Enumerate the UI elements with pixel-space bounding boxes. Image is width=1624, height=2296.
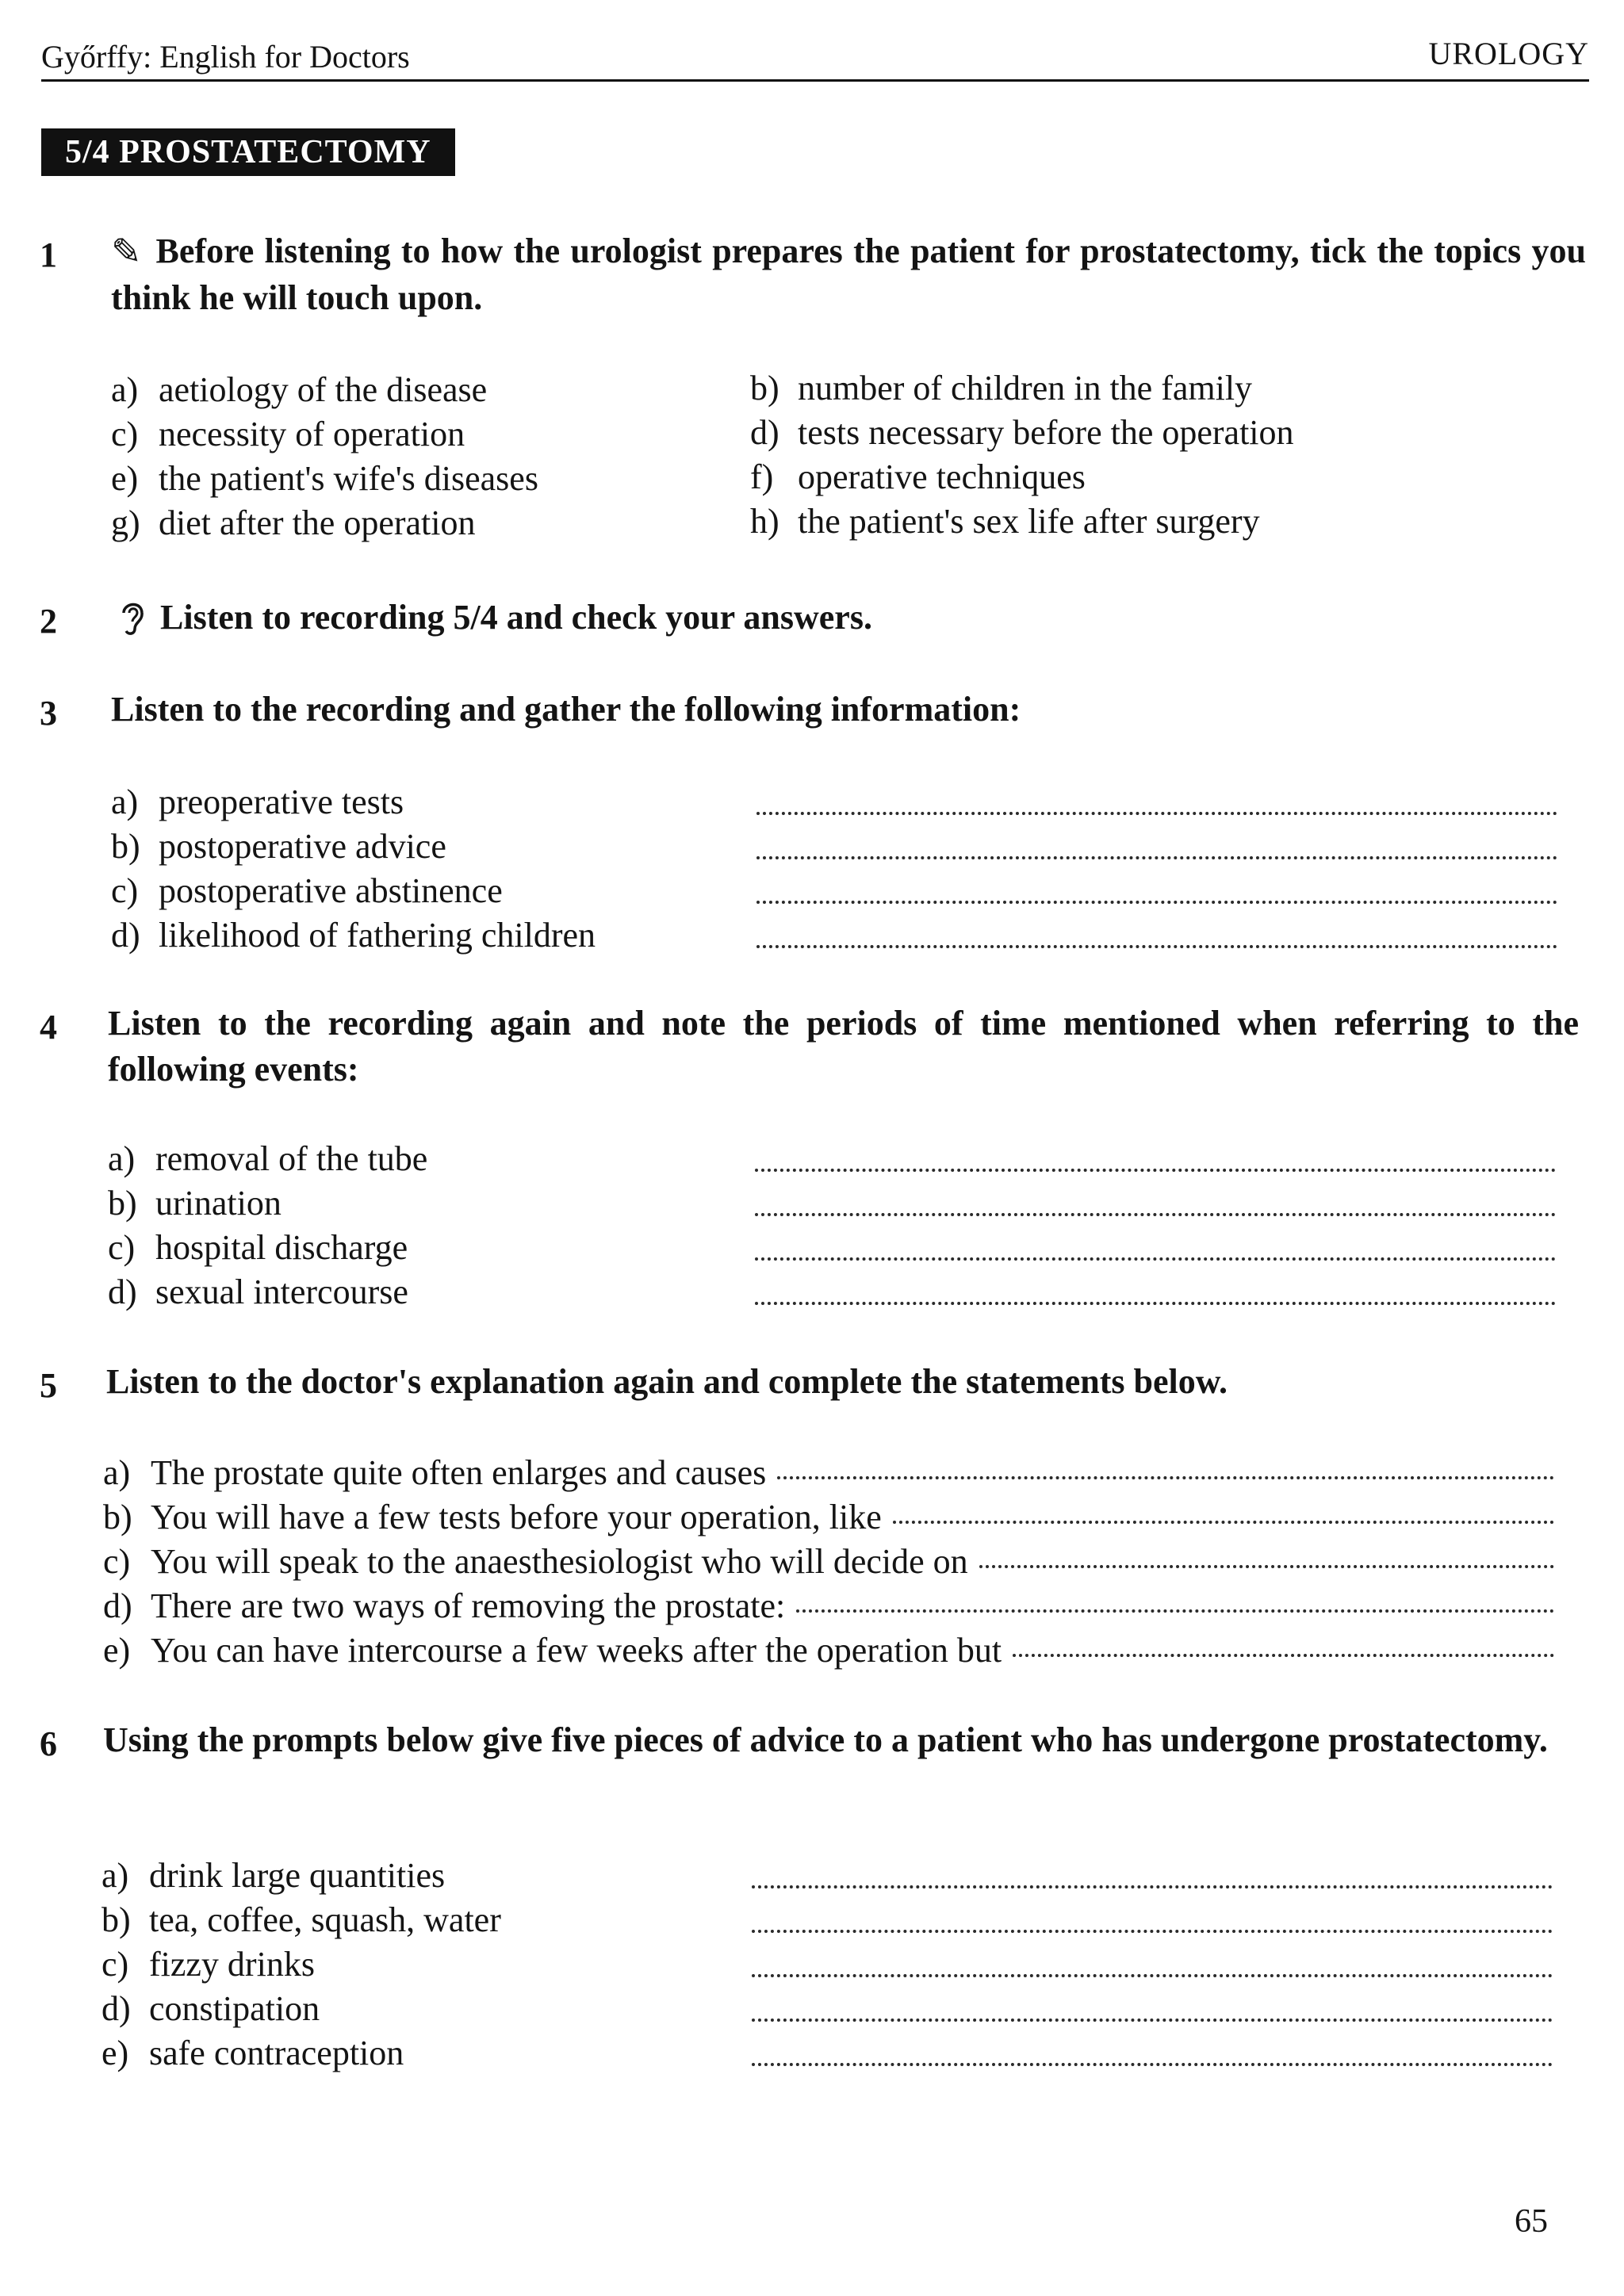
exercise-4-number: 4 <box>40 1008 57 1047</box>
item-letter: e) <box>103 1631 131 1670</box>
answer-line[interactable] <box>796 1609 1554 1613</box>
answer-line[interactable] <box>755 1302 1556 1305</box>
item-letter: d) <box>111 916 140 955</box>
answer-line[interactable] <box>755 1169 1556 1172</box>
ex5-item-a <box>103 1452 1554 1493</box>
ex4-item-c <box>108 1227 408 1268</box>
item-text: aetiology of the disease <box>159 370 488 409</box>
exercise-2-text: Listen to recording 5/4 and check your answers. <box>160 598 872 637</box>
item-text: drink large quantities <box>149 1856 446 1895</box>
exercise-5-number: 5 <box>40 1366 57 1405</box>
running-header-title: Győrffy: English for Doctors <box>41 39 410 75</box>
exercise-6-instruction: Using the prompts below give five pieces of advice to a patient who has undergone prostatectomy. <box>103 1720 1548 1759</box>
answer-line[interactable] <box>1013 1654 1554 1657</box>
item-text: fizzy drinks <box>149 1945 315 1984</box>
answer-line[interactable] <box>893 1521 1554 1524</box>
exercise-5-instruction: Listen to the doctor's explanation again and complete the statements below. <box>106 1362 1228 1401</box>
item-text: You will speak to the anaesthesiologist who will decide on <box>151 1542 968 1581</box>
item-text: likelihood of fathering children <box>159 916 596 955</box>
answer-line[interactable] <box>756 945 1557 948</box>
exercise-1-number: 1 <box>40 235 57 274</box>
item-letter: c) <box>111 415 139 453</box>
item-letter: d) <box>750 413 779 452</box>
answer-line[interactable] <box>756 901 1557 904</box>
item-text: safe contraception <box>149 2034 404 2072</box>
ear-icon <box>119 595 146 641</box>
item-text: tea, coffee, squash, water <box>149 1900 501 1939</box>
item-text: preoperative tests <box>159 783 404 821</box>
item-text: hospital discharge <box>155 1228 408 1267</box>
answer-line[interactable] <box>755 1213 1556 1216</box>
exercise-6-number: 6 <box>40 1724 57 1763</box>
ex1-item-h <box>750 501 1260 541</box>
answer-line[interactable] <box>752 1930 1553 1933</box>
ex1-item-a <box>111 369 487 410</box>
ex5-item-c <box>103 1541 1554 1582</box>
ex5-item-e <box>103 1630 1554 1670</box>
ex5-item-d <box>103 1586 1554 1626</box>
answer-line[interactable] <box>752 1885 1553 1888</box>
page-number: 65 <box>1515 2203 1548 2240</box>
answer-line[interactable] <box>777 1476 1554 1479</box>
item-letter: c) <box>103 1542 131 1581</box>
item-letter: f) <box>750 457 774 496</box>
item-text: operative techniques <box>798 457 1086 496</box>
pencil-icon: ✎ <box>111 232 142 272</box>
section-title: 5/4 PROSTATECTOMY <box>41 128 455 176</box>
item-text: You will have a few tests before your operation, like <box>151 1498 882 1536</box>
answer-line[interactable] <box>752 2019 1553 2022</box>
ex4-item-b <box>108 1183 282 1223</box>
item-text: the patient's sex life after surgery <box>798 502 1260 541</box>
item-letter: c) <box>111 871 139 910</box>
item-text: tests necessary before the operation <box>798 413 1294 452</box>
ex6-item-a <box>102 1855 445 1896</box>
item-text: urination <box>155 1184 282 1223</box>
item-letter: c) <box>108 1228 136 1267</box>
answer-line[interactable] <box>752 1974 1553 1977</box>
ex1-item-g <box>111 503 475 543</box>
ex4-item-d <box>108 1272 408 1312</box>
item-letter: a) <box>102 1856 129 1895</box>
item-text: There are two ways of removing the prostate: <box>151 1586 786 1625</box>
item-letter: a) <box>111 370 139 409</box>
exercise-3-instruction: Listen to the recording and gather the following information: <box>111 690 1021 729</box>
ex3-item-c <box>111 871 503 911</box>
item-letter: d) <box>102 1989 131 2028</box>
item-letter: b) <box>103 1498 132 1536</box>
exercise-2-instruction <box>111 595 1586 641</box>
ex3-item-b <box>111 826 446 867</box>
ex1-item-c <box>111 414 465 454</box>
item-letter: b) <box>108 1184 137 1223</box>
ex3-item-d <box>111 915 596 955</box>
item-letter: e) <box>111 459 139 498</box>
item-text: number of children in the family <box>798 369 1253 408</box>
ex1-item-d <box>750 412 1294 453</box>
exercise-1-text: Before listening to how the urologist prepares the patient for prostatectomy, tick the topics you think he will touch upon. <box>111 232 1586 317</box>
item-letter: a) <box>108 1139 136 1178</box>
header-rule <box>41 79 1589 82</box>
ex6-item-e <box>102 2033 404 2073</box>
item-text: You can have intercourse a few weeks after the operation but <box>151 1631 1002 1670</box>
answer-line[interactable] <box>755 1257 1556 1261</box>
item-letter: a) <box>111 783 139 821</box>
item-text: The prostate quite often enlarges and causes <box>151 1453 767 1492</box>
ex4-item-a <box>108 1138 427 1179</box>
ex1-item-e <box>111 458 538 499</box>
item-text: postoperative advice <box>159 827 446 866</box>
ex6-item-d <box>102 1988 320 2029</box>
exercise-1-instruction <box>111 228 1586 321</box>
item-letter: h) <box>750 502 779 541</box>
item-letter: a) <box>103 1453 131 1492</box>
answer-line[interactable] <box>752 2063 1553 2066</box>
item-letter: d) <box>103 1586 132 1625</box>
ex3-item-a <box>111 782 404 822</box>
item-text: necessity of operation <box>159 415 465 453</box>
item-text: sexual intercourse <box>155 1272 408 1311</box>
running-header-section: UROLOGY <box>1428 36 1589 71</box>
ex6-item-c <box>102 1944 315 1984</box>
item-letter: g) <box>111 503 140 542</box>
ex1-item-f <box>750 457 1086 497</box>
answer-line[interactable] <box>756 812 1557 815</box>
answer-line[interactable] <box>979 1565 1554 1568</box>
exercise-2-number: 2 <box>40 602 57 641</box>
ex6-item-b <box>102 1900 501 1940</box>
exercise-4-instruction: Listen to the recording again and note the periods of time mentioned when referring to the following events: <box>108 1004 1579 1089</box>
item-letter: e) <box>102 2034 129 2072</box>
ex5-item-b <box>103 1497 1554 1537</box>
item-text: diet after the operation <box>159 503 476 542</box>
exercise-3-number: 3 <box>40 694 57 733</box>
item-letter: b) <box>111 827 140 866</box>
answer-line[interactable] <box>756 856 1557 859</box>
ex1-item-b <box>750 368 1252 408</box>
item-text: postoperative abstinence <box>159 871 503 910</box>
item-letter: b) <box>102 1900 131 1939</box>
item-text: the patient's wife's diseases <box>159 459 538 498</box>
item-text: removal of the tube <box>155 1139 428 1178</box>
item-letter: d) <box>108 1272 137 1311</box>
item-text: constipation <box>149 1989 320 2028</box>
item-letter: c) <box>102 1945 129 1984</box>
item-letter: b) <box>750 369 779 408</box>
